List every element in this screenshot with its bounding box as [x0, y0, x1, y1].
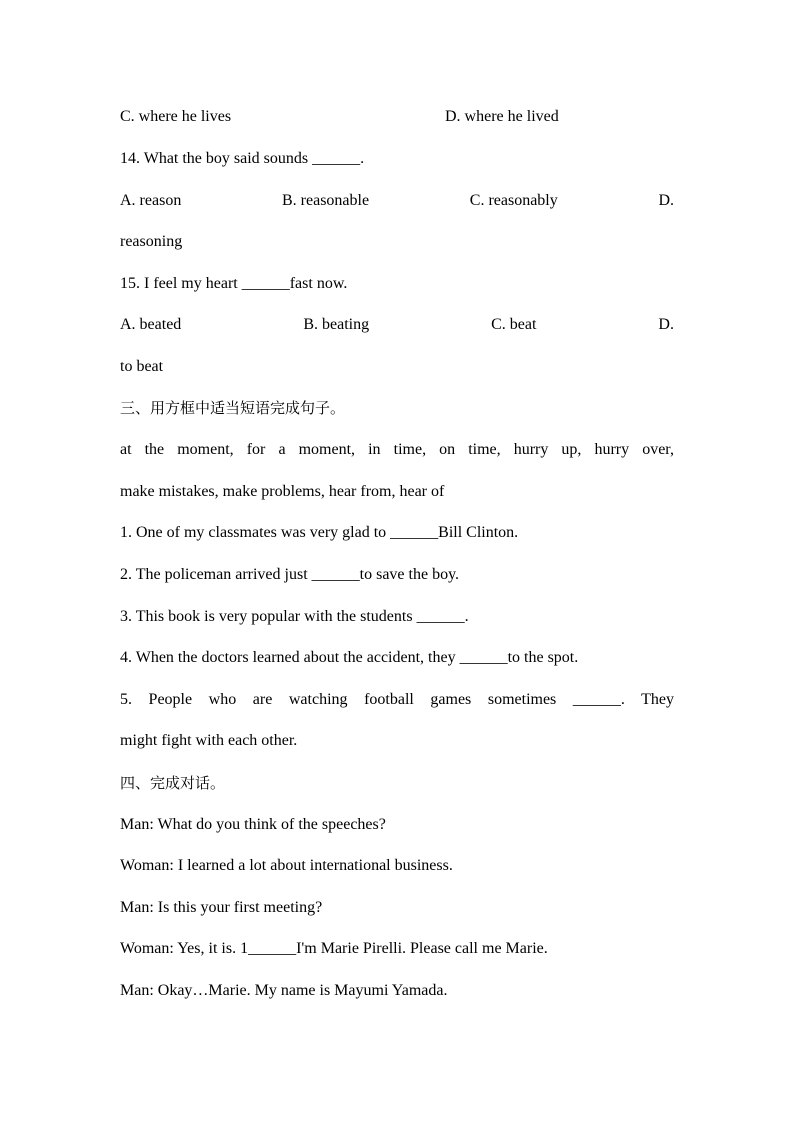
q15-options	[120, 314, 674, 336]
q14-option-a: A. reason	[120, 192, 182, 209]
q15-option-d-label: D.	[658, 316, 674, 333]
q13-option-c: C. where he lives	[120, 108, 232, 125]
q14-option-c: C. reasonably	[469, 192, 558, 209]
dialogue-line-4: Woman: Yes, it is. 1______I'm Marie Pirelli. Please call me Marie.	[120, 940, 548, 957]
q15-stem: 15. I feel my heart ______fast now.	[120, 275, 348, 292]
q13-options	[120, 106, 674, 128]
q14-options	[120, 190, 674, 212]
q15-option-c: C. beat	[491, 316, 537, 333]
section3-sentence-5-line-1: 5. People who are watching football games sometimes ______. They	[120, 691, 674, 708]
section3-sentence-3: 3. This book is very popular with the students ______.	[120, 608, 469, 625]
q15-option-b: B. beating	[303, 316, 370, 333]
q14-stem: 14. What the boy said sounds ______.	[120, 150, 365, 167]
phrase-box-line-1: at the moment, for a moment, in time, on time, hurry up, hurry over,	[120, 441, 674, 458]
dialogue-line-5: Man: Okay…Marie. My name is Mayumi Yamada.	[120, 982, 448, 999]
q14-option-b: B. reasonable	[282, 192, 370, 209]
section3-sentence-5-line-2: might fight with each other.	[120, 732, 298, 749]
q15-option-a: A. beated	[120, 316, 182, 333]
dialogue-line-2: Woman: I learned a lot about international business.	[120, 857, 453, 874]
section3-sentence-4: 4. When the doctors learned about the accident, they ______to the spot.	[120, 649, 579, 666]
phrase-box-line-2: make mistakes, make problems, hear from, hear of	[120, 483, 445, 500]
section4-heading: 四、完成对话。	[120, 774, 226, 792]
dialogue-line-1: Man: What do you think of the speeches?	[120, 816, 386, 833]
q14-option-d-text: reasoning	[120, 233, 183, 250]
q15-option-d-text: to beat	[120, 358, 164, 375]
section3-sentence-1: 1. One of my classmates was very glad to ______Bill Clinton.	[120, 524, 519, 541]
dialogue-line-3: Man: Is this your first meeting?	[120, 899, 323, 916]
section3-sentence-2: 2. The policeman arrived just ______to save the boy.	[120, 566, 460, 583]
section3-heading: 三、用方框中适当短语完成句子。	[120, 399, 346, 417]
q14-option-d-label: D.	[658, 192, 674, 209]
q13-option-d: D. where he lived	[445, 108, 559, 125]
